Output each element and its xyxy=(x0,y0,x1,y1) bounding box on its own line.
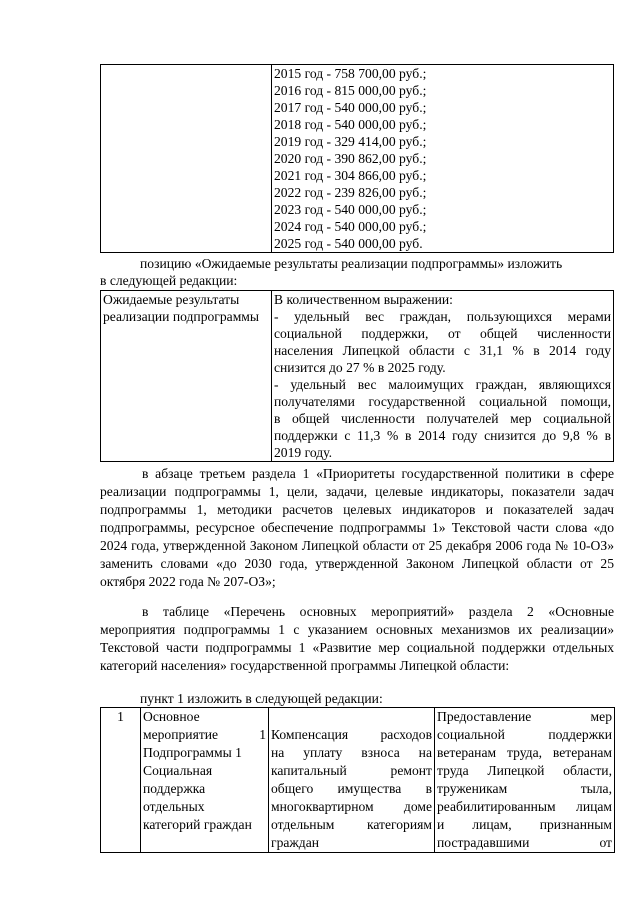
measure-support-line: социальной поддержки xyxy=(437,727,612,742)
results-line: населения Липецкой области с 31,1 % в 2014 году xyxy=(274,343,611,358)
measure-title-line: категорий граждан xyxy=(143,817,252,832)
measure-title-cell xyxy=(141,708,269,853)
paragraph-section1-amendment: в абзаце третьем раздела 1 «Приоритеты государственной политики в сфере реализации подпрограммы 1, цели, задачи, целевые индикаторы, показатели задач подпрограммы 1, методики расчетов целевых индикаторов и показателей задач подпрограммы, ресурсное обеспечение подпрограммы 1» Текстовой части слова «до 2024 года, утвержденной Законом Липецкой области от 25 декабря 2006 года № 10-ОЗ» заменить словами «до 2030 года, утвержденной Законом Липецкой области от 25 октября 2022 года № 207-ОЗ»; xyxy=(100,466,614,589)
measure-number-cell: 1 xyxy=(101,708,141,853)
measure-support-line: реабилитированным лицам xyxy=(437,799,612,814)
measure-description-line: капитальный ремонт xyxy=(271,763,432,778)
measure-description-line: общего имущества в xyxy=(271,781,432,796)
results-line: получателями государственной социальной помощи, xyxy=(274,394,611,409)
measures-table xyxy=(100,707,615,853)
measure-description-line: граждан xyxy=(271,835,320,850)
funding-line: 2024 год - 540 000,00 руб.; xyxy=(274,219,427,234)
funding-line: 2025 год - 540 000,00 руб. xyxy=(274,236,423,251)
measure-description-line: отдельным категориям xyxy=(271,817,432,832)
funding-line: 2016 год - 815 000,00 руб.; xyxy=(274,83,427,98)
paragraph-table-amendment: в таблице «Перечень основных мероприятий» раздела 2 «Основные мероприятия подпрограммы 1 с указанием основных механизмов их реализации» Текстовой части подпрограммы 1 «Развитие мер социальной поддержки отдельных категорий населения» государственной программы Липецкой области: xyxy=(100,604,614,673)
measure-support-line: Предоставление мер xyxy=(437,709,612,724)
funding-table-empty-cell xyxy=(101,65,272,253)
funding-line: 2023 год - 540 000,00 руб.; xyxy=(274,202,427,217)
measure-support-line: труда Липецкой области, xyxy=(437,763,612,778)
measure-description-line: многоквартирном доме xyxy=(271,799,432,814)
funding-line: 2019 год - 329 414,00 руб.; xyxy=(274,134,427,149)
funding-table xyxy=(100,64,614,253)
paragraph-point1: пункт 1 изложить в следующей редакции: xyxy=(140,691,383,706)
results-line: социальной поддержки, от общей численности xyxy=(274,326,611,341)
funding-line: 2015 год - 758 700,00 руб.; xyxy=(274,66,427,81)
funding-line: 2020 год - 390 862,00 руб.; xyxy=(274,151,427,166)
measure-title-line: Социальная xyxy=(143,763,213,778)
measure-description-cell xyxy=(269,708,435,853)
results-table xyxy=(100,290,614,462)
intro-line-2: в следующей редакции: xyxy=(100,273,238,288)
measure-title-line: Основное xyxy=(143,709,200,724)
measure-support-line: пострадавшими от xyxy=(437,835,612,850)
measure-description-line: Компенсация расходов xyxy=(271,727,432,742)
results-line: снизится до 27 % в 2025 году. xyxy=(274,360,446,375)
results-line: поддержки с 11,3 % в 2014 году снизится до 9,8 % в xyxy=(274,428,611,443)
measure-support-cell xyxy=(435,708,615,853)
funding-table-values-cell xyxy=(272,65,614,253)
measure-description-line: на уплату взноса на xyxy=(271,745,432,760)
results-table-content-cell xyxy=(272,291,614,462)
funding-line: 2017 год - 540 000,00 руб.; xyxy=(274,100,427,115)
results-line: В количественном выражении: xyxy=(274,292,453,307)
measure-title-line: поддержка xyxy=(143,781,206,796)
funding-line: 2022 год - 239 826,00 руб.; xyxy=(274,185,427,200)
measure-title-line: мероприятие 1 xyxy=(143,727,266,742)
measure-title-line: отдельных xyxy=(143,799,205,814)
results-table-label-cell: Ожидаемые результаты реализации подпрограммы xyxy=(101,291,272,462)
results-line: 2019 году. xyxy=(274,445,332,460)
measure-support-line: и лицам, признанным xyxy=(437,817,612,832)
results-line: в общей численности получателей мер социальной xyxy=(274,411,611,426)
results-line: - удельный вес малоимущих граждан, являющихся xyxy=(274,377,611,392)
funding-line: 2018 год - 540 000,00 руб.; xyxy=(274,117,427,132)
measure-support-line: ветеранам труда, ветеранам xyxy=(437,745,612,760)
intro-line-1: позицию «Ожидаемые результаты реализации подпрограммы» изложить xyxy=(140,256,563,271)
measure-title-line: Подпрограммы 1 xyxy=(143,745,242,760)
funding-line: 2021 год - 304 866,00 руб.; xyxy=(274,168,427,183)
measure-support-line: труженикам тыла, xyxy=(437,781,612,796)
results-line: - удельный вес граждан, пользующихся мерами xyxy=(274,309,611,324)
